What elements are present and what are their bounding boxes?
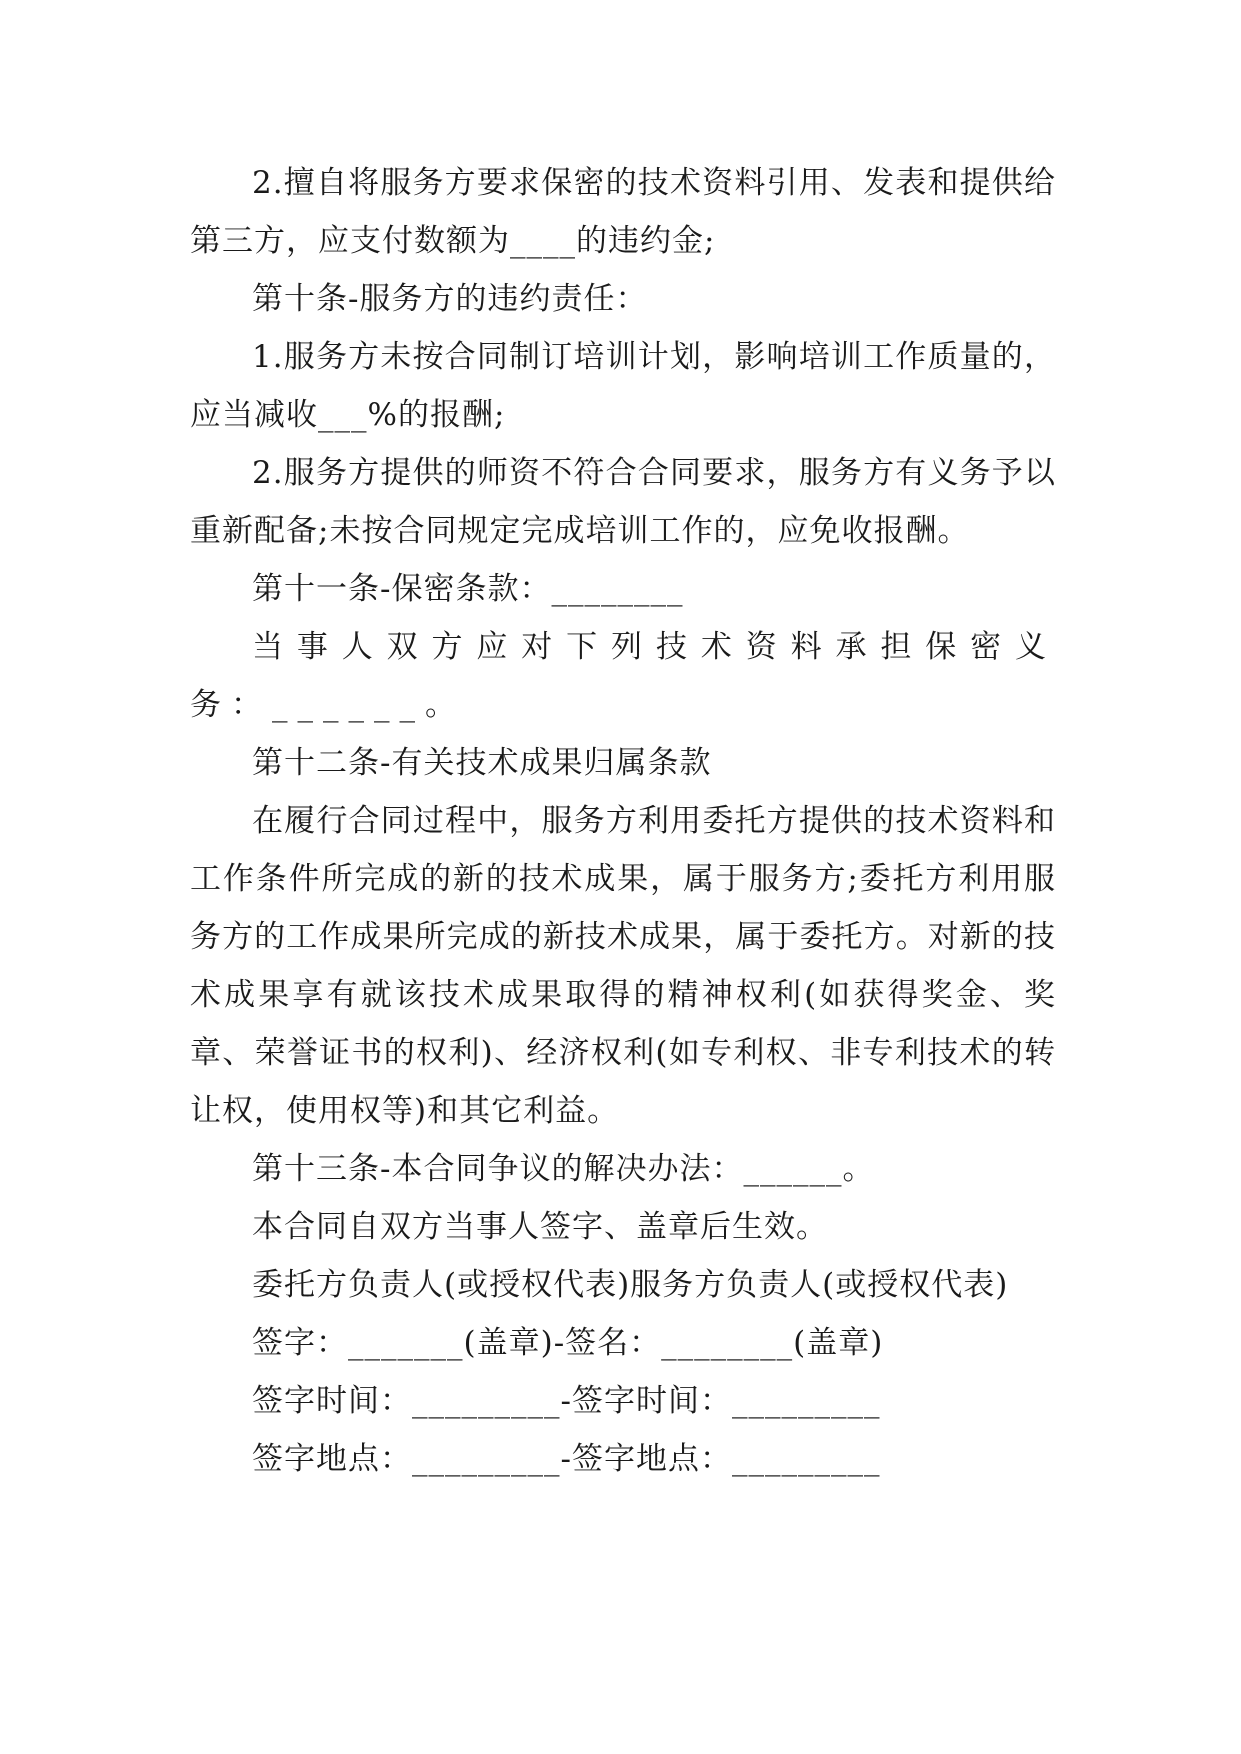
signature-line: 签字：_______(盖章)-签名：________(盖章) <box>252 1325 884 1361</box>
clause-paragraph: 在履行合同过程中，服务方利用委托方提供的技术资料和工作条件所完成的新的技术成果，属于服务方;委托方利用服务方的工作成果所完成的新技术成果，属于委托方。对新的技术成果享有就该技术成果取得的精神权利(如获得奖金、奖章、荣誉证书的权利)、经济权利(如专利权、非专利技术的转让权，使用权等)和其它利益。 <box>190 803 1056 1129</box>
section-heading-article-13: 第十三条-本合同争议的解决办法：______。 <box>252 1151 875 1187</box>
clause-paragraph: 2.擅自将服务方要求保密的技术资料引用、发表和提供给第三方，应支付数额为____的违约金; <box>190 165 1056 259</box>
clause-paragraph: 2.服务方提供的师资不符合合同要求，服务方有义务予以重新配备;未按合同规定完成培训工作的，应免收报酬。 <box>190 455 1056 549</box>
signatory-heading: 委托方负责人(或授权代表)服务方负责人(或授权代表) <box>252 1267 1009 1303</box>
section-heading-article-11: 第十一条-保密条款：________ <box>252 571 684 607</box>
document-body <box>190 154 1056 1488</box>
effective-clause: 本合同自双方当事人签字、盖章后生效。 <box>252 1209 828 1245</box>
section-heading-article-10: 第十条-服务方的违约责任： <box>252 281 648 317</box>
clause-paragraph: 当事人双方应对下列技术资料承担保密义务：______。 <box>190 629 1056 723</box>
clause-paragraph: 1.服务方未按合同制订培训计划，影响培训工作质量的，应当减收___%的报酬; <box>190 339 1056 433</box>
section-heading-article-12: 第十二条-有关技术成果归属条款 <box>252 745 712 781</box>
signature-date-line: 签字时间：_________-签字时间：_________ <box>252 1383 881 1419</box>
signature-place-line: 签字地点：_________-签字地点：_________ <box>252 1441 881 1477</box>
